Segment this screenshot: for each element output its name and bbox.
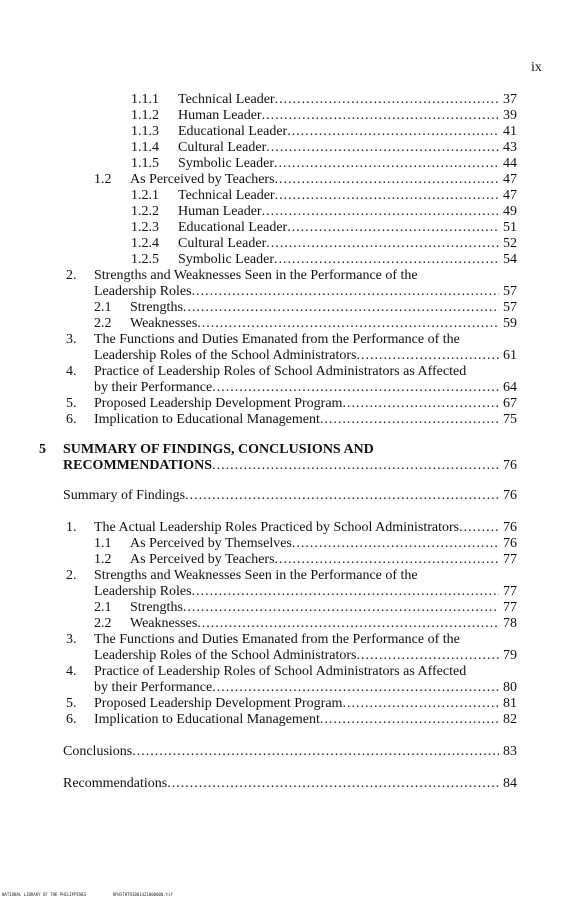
toc-entry-page: 81 xyxy=(503,696,517,711)
toc-entry-title: Weaknesses xyxy=(130,316,198,331)
toc-entry-title: As Perceived by Teachers xyxy=(130,552,275,567)
dot-leader xyxy=(275,172,499,188)
toc-entry-number: 2.2 xyxy=(94,616,112,631)
toc-entry[interactable] xyxy=(0,92,586,108)
toc-entry-title: Educational Leader xyxy=(178,124,288,139)
toc-entry[interactable] xyxy=(0,776,586,792)
toc-entry-number: 1.2 xyxy=(94,172,112,187)
toc-entry[interactable] xyxy=(0,744,586,760)
chapter-number: 5 xyxy=(39,442,46,457)
toc-entry-title: Educational Leader xyxy=(178,220,288,235)
toc-entry-page: 61 xyxy=(503,348,517,363)
toc-entry-number: 1.1.4 xyxy=(131,140,159,155)
dot-leader xyxy=(320,712,499,728)
toc-entry-number: 1.1 xyxy=(94,536,112,551)
toc-entry-title: Conclusions xyxy=(63,744,133,759)
toc-entry-number: 1.2.5 xyxy=(131,252,159,267)
dot-leader xyxy=(287,220,499,236)
toc-entry-title: Summary of Findings xyxy=(63,488,186,503)
toc-entry-page: 84 xyxy=(503,776,517,791)
toc-entry-title: The Actual Leadership Roles Practiced by School Administrators xyxy=(94,520,460,535)
toc-entry-page: 77 xyxy=(503,584,517,599)
toc-entry[interactable] xyxy=(0,396,586,412)
dot-leader xyxy=(197,316,499,332)
toc-entry-title: Leadership Roles of the School Administrators xyxy=(94,648,357,663)
dot-leader xyxy=(275,188,499,204)
toc-entry-number: 1.2.1 xyxy=(131,188,159,203)
toc-entry[interactable] xyxy=(0,712,586,728)
toc-entry-title: Proposed Leadership Development Program xyxy=(94,396,343,411)
toc-entry-title: Strengths xyxy=(130,300,183,315)
toc-entry-page: 75 xyxy=(503,412,517,427)
toc-entry-page: 76 xyxy=(503,458,517,473)
toc-entry-title: Human Leader xyxy=(178,108,262,123)
toc-entry-title: Weaknesses xyxy=(130,616,198,631)
toc-entry[interactable] xyxy=(0,140,586,156)
dot-leader xyxy=(212,458,499,474)
toc-entry-page: 54 xyxy=(503,252,517,267)
dot-leader xyxy=(275,92,499,108)
toc-entry[interactable] xyxy=(0,380,586,396)
toc-entry-title: Technical Leader xyxy=(178,92,275,107)
toc-entry[interactable] xyxy=(0,616,586,632)
toc-entry[interactable] xyxy=(0,332,586,348)
dot-leader xyxy=(342,696,499,712)
toc-entry[interactable] xyxy=(0,156,586,172)
toc-entry-title: Practice of Leadership Roles of School Administrators as Affected xyxy=(94,364,467,379)
toc-entry-number: 6. xyxy=(66,412,77,427)
toc-entry-title: The Functions and Duties Emanated from the Performance of the xyxy=(94,332,460,347)
toc-entry-page: 51 xyxy=(503,220,517,235)
dot-leader xyxy=(192,284,499,300)
dot-leader xyxy=(356,648,499,664)
dot-leader xyxy=(274,252,499,268)
toc-entry[interactable] xyxy=(0,268,586,284)
toc-entry-page: 78 xyxy=(503,616,517,631)
toc-entry-title: Leadership Roles of the School Administrators xyxy=(94,348,357,363)
toc-entry-number: 5. xyxy=(66,396,77,411)
toc-entry[interactable] xyxy=(0,552,586,568)
chapter-title: RECOMMENDATIONS xyxy=(63,458,213,473)
toc-entry[interactable] xyxy=(0,488,586,504)
dot-leader xyxy=(320,412,499,428)
toc-entry[interactable] xyxy=(0,680,586,696)
toc-entry-number: 2. xyxy=(66,268,77,283)
dot-leader xyxy=(275,552,499,568)
dot-leader xyxy=(266,140,499,156)
toc-entry-number: 1.2.4 xyxy=(131,236,159,251)
toc-entry-title: Technical Leader xyxy=(178,188,275,203)
toc-entry-title: Leadership Roles xyxy=(94,584,192,599)
toc-entry[interactable] xyxy=(0,584,586,600)
toc-entry-title: Strengths and Weaknesses Seen in the Performance of the xyxy=(94,568,418,583)
toc-entry[interactable] xyxy=(0,664,586,680)
toc-entry-number: 2. xyxy=(66,568,77,583)
toc-entry-title: As Perceived by Teachers xyxy=(130,172,275,187)
chapter-heading[interactable] xyxy=(0,458,586,474)
toc-entry[interactable] xyxy=(0,220,586,236)
toc-entry-page: 37 xyxy=(503,92,517,107)
dot-leader xyxy=(262,204,499,220)
dot-leader xyxy=(342,396,499,412)
toc-entry-page: 39 xyxy=(503,108,517,123)
dot-leader xyxy=(274,156,499,172)
toc-entry-title: Cultural Leader xyxy=(178,236,267,251)
toc-entry-number: 3. xyxy=(66,332,77,347)
toc-entry-page: 52 xyxy=(503,236,517,251)
toc-entry[interactable] xyxy=(0,124,586,140)
toc-entry-title: Implication to Educational Management xyxy=(94,712,320,727)
toc-entry-title: Cultural Leader xyxy=(178,140,267,155)
toc-entry-page: 82 xyxy=(503,712,517,727)
toc-entry-page: 76 xyxy=(503,520,517,535)
toc-entry[interactable] xyxy=(0,300,586,316)
toc-entry-page: 64 xyxy=(503,380,517,395)
toc-entry[interactable] xyxy=(0,364,586,380)
scan-footer xyxy=(2,892,197,897)
dot-leader xyxy=(183,600,499,616)
page-number: ix xyxy=(531,60,542,75)
toc-entry-page: 76 xyxy=(503,536,517,551)
toc-entry-page: 41 xyxy=(503,124,517,139)
toc-entry-page: 77 xyxy=(503,552,517,567)
toc-entry-title: The Functions and Duties Emanated from the Performance of the xyxy=(94,632,460,647)
toc-entry-title: by their Performance xyxy=(94,680,213,695)
toc-entry-title: Strengths xyxy=(130,600,183,615)
toc-entry[interactable] xyxy=(0,520,586,536)
toc-entry[interactable] xyxy=(0,696,586,712)
toc-entry-page: 67 xyxy=(503,396,517,411)
library-name: NATIONAL LIBRARY OF THE PHILIPPINES xyxy=(2,892,87,897)
toc-entry[interactable] xyxy=(0,600,586,616)
dot-leader xyxy=(266,236,499,252)
toc-entry[interactable] xyxy=(0,252,586,268)
dot-leader xyxy=(212,380,499,396)
toc-entry-title: Proposed Leadership Development Program xyxy=(94,696,343,711)
toc-entry-title: Symbolic Leader xyxy=(178,252,275,267)
dot-leader xyxy=(262,108,499,124)
toc-entry-page: 43 xyxy=(503,140,517,155)
toc-entry[interactable] xyxy=(0,204,586,220)
dot-leader xyxy=(167,776,499,792)
toc-entry-number: 2.2 xyxy=(94,316,112,331)
toc-entry-title: Strengths and Weaknesses Seen in the Performance of the xyxy=(94,268,418,283)
toc-entry-number: 1.1.2 xyxy=(131,108,159,123)
dot-leader xyxy=(459,520,499,536)
scan-code: RPUSTHTH10014Z1000000.tif xyxy=(112,892,173,897)
toc-entry-number: 4. xyxy=(66,364,77,379)
toc-entry-page: 76 xyxy=(503,488,517,503)
toc-entry-number: 1. xyxy=(66,520,77,535)
toc-entry-page: 59 xyxy=(503,316,517,331)
toc-entry-title: Leadership Roles xyxy=(94,284,192,299)
toc-entry-number: 1.1.3 xyxy=(131,124,159,139)
toc-entry-page: 47 xyxy=(503,188,517,203)
toc-entry-title: by their Performance xyxy=(94,380,213,395)
toc-entry-number: 5. xyxy=(66,696,77,711)
toc-entry-number: 1.2 xyxy=(94,552,112,567)
dot-leader xyxy=(287,124,499,140)
toc-entry[interactable] xyxy=(0,632,586,648)
toc-entry[interactable] xyxy=(0,316,586,332)
dot-leader xyxy=(185,488,499,504)
toc-entry-number: 2.1 xyxy=(94,600,112,615)
toc-entry-title: Practice of Leadership Roles of School Administrators as Affected xyxy=(94,664,467,679)
toc-entry[interactable] xyxy=(0,348,586,364)
toc-entry-number: 1.1.5 xyxy=(131,156,159,171)
dot-leader xyxy=(212,680,499,696)
toc-entry-number: 1.2.3 xyxy=(131,220,159,235)
toc-entry[interactable] xyxy=(0,568,586,584)
toc-entry-page: 77 xyxy=(503,600,517,615)
toc-entry-page: 80 xyxy=(503,680,517,695)
toc-entry-number: 2.1 xyxy=(94,300,112,315)
toc-entry[interactable] xyxy=(0,108,586,124)
toc-entry-page: 47 xyxy=(503,172,517,187)
toc-entry[interactable] xyxy=(0,412,586,428)
toc-entry-number: 6. xyxy=(66,712,77,727)
toc-entry-number: 3. xyxy=(66,632,77,647)
toc-entry[interactable] xyxy=(0,648,586,664)
toc-entry-number: 4. xyxy=(66,664,77,679)
dot-leader xyxy=(192,584,499,600)
toc-entry-page: 44 xyxy=(503,156,517,171)
toc-entry-page: 57 xyxy=(503,300,517,315)
dot-leader xyxy=(292,536,499,552)
dot-leader xyxy=(356,348,499,364)
toc-entry[interactable] xyxy=(0,236,586,252)
toc-entry[interactable] xyxy=(0,284,586,300)
toc-entry-page: 57 xyxy=(503,284,517,299)
toc-entry-number: 1.1.1 xyxy=(131,92,159,107)
dot-leader xyxy=(183,300,499,316)
toc-entry[interactable] xyxy=(0,172,586,188)
chapter-title: SUMMARY OF FINDINGS, CONCLUSIONS AND xyxy=(63,442,374,457)
toc-entry-title: Recommendations xyxy=(63,776,168,791)
dot-leader xyxy=(197,616,499,632)
toc-entry-page: 49 xyxy=(503,204,517,219)
dot-leader xyxy=(132,744,499,760)
toc-entry-title: Symbolic Leader xyxy=(178,156,275,171)
toc-entry-title: Human Leader xyxy=(178,204,262,219)
toc-entry-title: Implication to Educational Management xyxy=(94,412,320,427)
toc-entry-page: 79 xyxy=(503,648,517,663)
toc-entry[interactable] xyxy=(0,188,586,204)
toc-entry-page: 83 xyxy=(503,744,517,759)
toc-entry[interactable] xyxy=(0,536,586,552)
toc-entry-title: As Perceived by Themselves xyxy=(130,536,292,551)
chapter-heading[interactable] xyxy=(0,442,586,458)
toc-entry-number: 1.2.2 xyxy=(131,204,159,219)
